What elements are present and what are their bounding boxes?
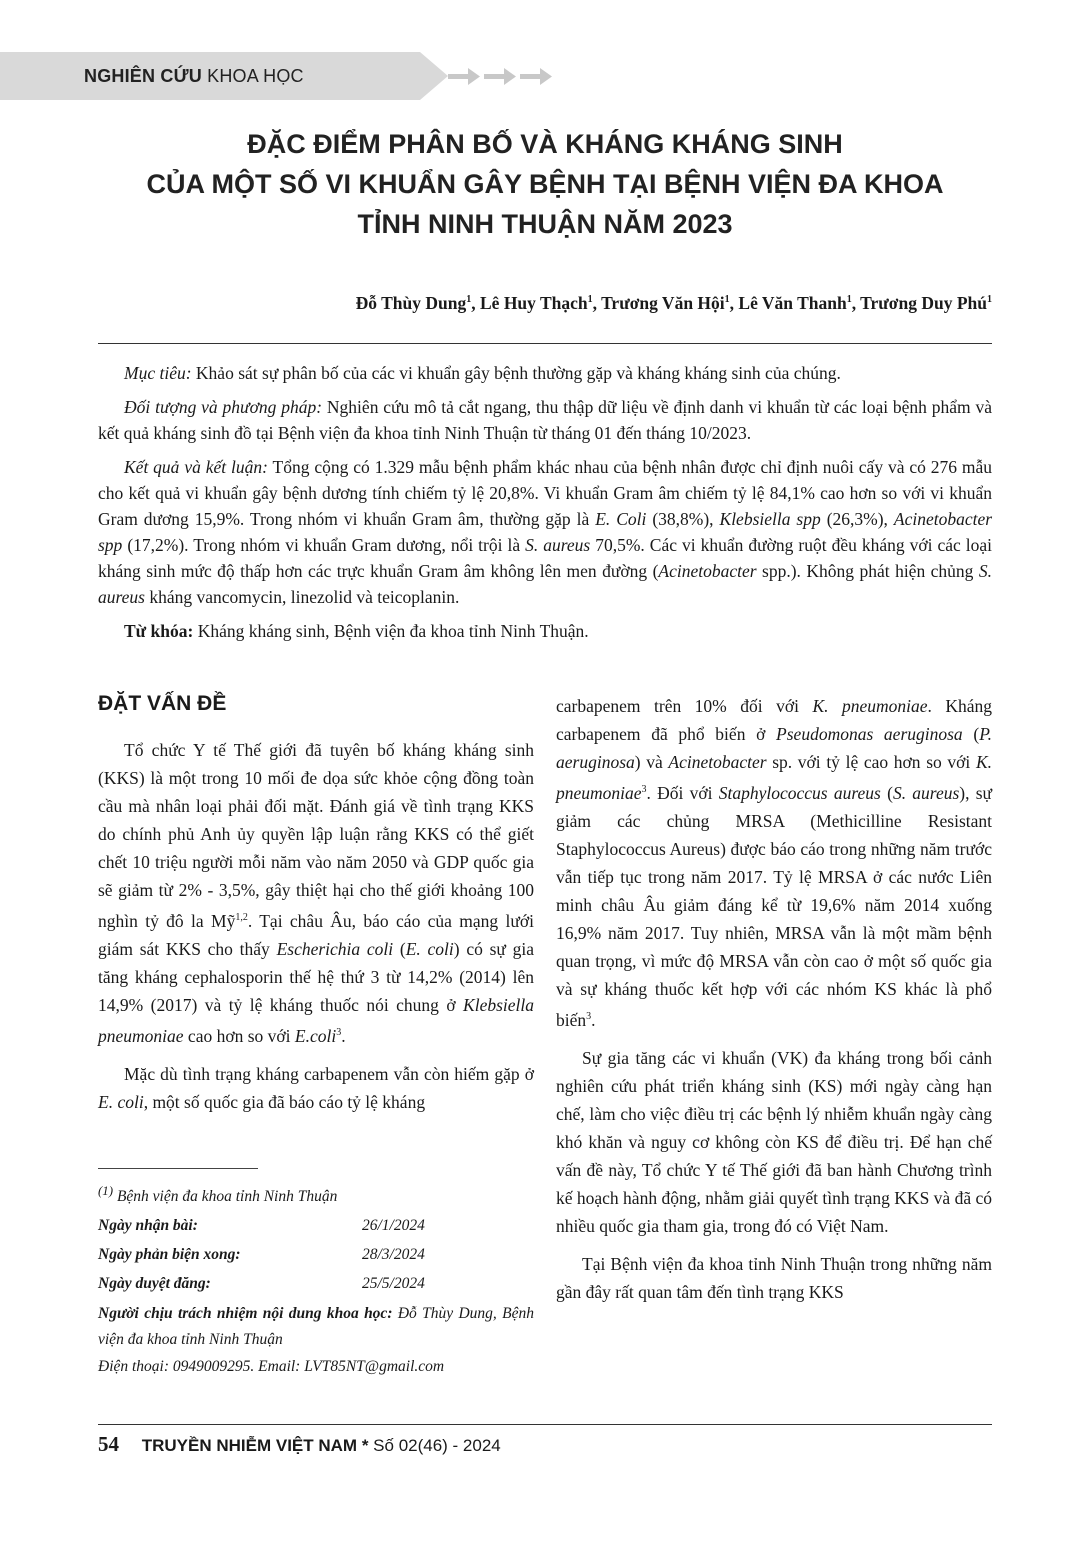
species-name: Acinetobacter: [658, 561, 757, 581]
author-affiliation: 1: [466, 294, 472, 306]
body-text: sp. với tỷ lệ cao hơn so với: [772, 752, 971, 772]
species-name: S. aureus: [525, 535, 591, 555]
abstract-objective: [98, 360, 992, 386]
responsible-label: Người chịu trách nhiệm nội dung khoa học:: [98, 1305, 393, 1323]
reviewed-value: 28/3/2024: [362, 1246, 425, 1264]
title-line-2: CỦA MỘT SỐ VI KHUẨN GÂY BỆNH TẠI BỆNH VIỆN ĐA KHOA: [146, 169, 944, 199]
issue-number: Số 02(46) - 2024: [373, 1436, 501, 1455]
body-paragraph: Tại Bệnh viện đa khoa tỉnh Ninh Thuận trong những năm gần đây rất quan tâm đến tình trạng KKS: [556, 1253, 992, 1302]
abstract-top-rule: [98, 343, 992, 344]
results-text: kháng vancomycin, linezolid và teicoplanin.: [149, 587, 460, 607]
results-text: (17,2%). Trong nhóm vi khuẩn Gram dương, nổi trội là: [127, 535, 521, 555]
author-name: Trương Duy Phú: [860, 293, 987, 313]
body-text: (: [399, 938, 406, 959]
keywords-label: Từ khóa:: [124, 621, 194, 641]
citation-ref: 3: [641, 784, 647, 795]
species-name: S. aureus: [892, 782, 960, 803]
author-name: Trương Văn Hội: [601, 293, 725, 313]
species-name: P. aeruginosa: [556, 724, 992, 772]
species-name: Escherichia coli: [276, 938, 394, 959]
footer-rule: [98, 1424, 992, 1425]
species-name: S. aureus: [98, 561, 993, 607]
affiliation-mark: (1): [98, 1183, 114, 1198]
results-label: Kết quả và kết luận:: [124, 457, 268, 477]
triple-arrow-icon: [448, 64, 558, 88]
species-name: Staphylococcus aureus: [718, 782, 881, 803]
title-line-3: TỈNH NINH THUẬN NĂM 2023: [357, 209, 733, 239]
results-text: Tổng cộng có 1.329 mẫu bệnh phẩm khác nhau của bệnh nhân được chỉ định nuôi cấy và có 276 mẫu cho kết quả vi khuẩn gây bệnh dương tính chiếm tỷ lệ 20,8%. Vi khuẩn Gram âm chiếm tỷ lệ 84,1% cao hơn so với vi khuẩn Gram dương 15,9%. Trong nhóm vi khuẩn Gram âm, thường gặp là: [98, 457, 993, 529]
species-name: Pseudomonas aeruginosa: [776, 724, 963, 744]
objective-text: Khảo sát sự phân bố của các vi khuẩn gây bệnh thường gặp và kháng kháng sinh của chúng.: [195, 363, 841, 383]
keywords-text: Kháng kháng sinh, Bệnh viện đa khoa tỉnh Ninh Thuận.: [197, 621, 589, 641]
species-name: E. coli: [405, 938, 454, 959]
footnote-received: [98, 1211, 534, 1240]
title-line-1: ĐẶC ĐIỂM PHÂN BỐ VÀ KHÁNG KHÁNG SINH: [247, 129, 843, 159]
results-text: (26,3%),: [826, 509, 888, 529]
reviewed-label: Ngày phản biện xong:: [98, 1246, 241, 1264]
species-name: Klebsiella pneumoniae: [98, 994, 534, 1046]
body-text: , một số quốc gia đã báo cáo tỷ lệ kháng: [143, 1091, 426, 1112]
footnote-rule: [98, 1168, 258, 1169]
body-text: (: [973, 724, 980, 744]
body-text: cao hơn so với: [187, 1025, 291, 1046]
citation-ref: 3: [336, 1026, 342, 1038]
accepted-label: Ngày duyệt đăng:: [98, 1275, 211, 1293]
body-text: . Đối với: [646, 782, 713, 803]
body-paragraph: [556, 692, 992, 1034]
page-footer: [98, 1432, 501, 1457]
section-label-rest: KHOA HỌC: [207, 66, 304, 86]
body-paragraph: [98, 736, 534, 1050]
author-name: Lê Huy Thạch: [480, 293, 588, 313]
author-name: Lê Văn Thanh: [738, 293, 847, 313]
author-list: Đỗ Thùy Dung$^1$, Lê Huy Thạch$^1$, Trương Văn Hội$^1$, Lê Văn Thanh$^1$, Trương Duy Phú$^1$: [355, 293, 992, 313]
footnote-affiliation: [98, 1176, 534, 1211]
body-text: carbapenem trên 10% đối với: [556, 696, 799, 716]
objective-label: Mục tiêu:: [124, 363, 192, 383]
journal-name: TRUYỀN NHIỄM VIỆT NAM: [141, 1436, 358, 1455]
methods-text: Nghiên cứu mô tả cắt ngang, thu thập dữ liệu về định danh vi khuẩn từ các loại bệnh phẩm và kết quả kháng sinh đồ tại Bệnh viện đa khoa tỉnh Ninh Thuận từ tháng 01 đến tháng 10/2023.: [98, 397, 992, 443]
citation-ref: 3: [586, 1010, 592, 1022]
results-text: (38,8%),: [652, 509, 714, 529]
body-text: . Tại châu Âu, báo cáo của mạng lưới giám sát KKS cho thấy: [98, 910, 534, 959]
author-affiliation: 1: [587, 294, 593, 306]
received-label: Ngày nhận bài:: [98, 1217, 198, 1235]
abstract: [98, 360, 992, 652]
author-affiliation: 1: [724, 294, 730, 306]
right-column: [556, 692, 992, 1316]
section-heading: ĐẶT VẤN ĐỀ: [98, 692, 227, 715]
author-affiliation: 1: [846, 294, 852, 306]
abstract-keywords: [98, 618, 992, 644]
footnote-accepted: [98, 1269, 534, 1298]
species-name: Acinetobacter spp: [98, 509, 993, 555]
body-text: Mặc dù tình trạng kháng carbapenem vẫn còn hiếm gặp ở: [124, 1063, 534, 1084]
author-name: Đỗ Thùy Dung: [355, 293, 467, 313]
methods-label: Đối tượng và phương pháp:: [124, 397, 323, 417]
species-name: K. pneumoniae: [812, 696, 928, 716]
footnote-reviewed: [98, 1240, 534, 1269]
received-value: 26/1/2024: [362, 1217, 425, 1235]
accepted-value: 25/5/2024: [362, 1275, 425, 1293]
body-text: . Kháng carbapenem đã phổ biến ở: [556, 696, 993, 744]
species-name: E.coli: [294, 1025, 337, 1046]
section-label-bold: NGHIÊN CỨU: [84, 66, 202, 86]
abstract-methods: [98, 394, 992, 446]
body-text: ), sự giảm các chủng MRSA (Methicilline Resistant Staphylococcus Aureus) được báo cáo trong những năm trước vẫn tiếp tục trong năm 2017. Tỷ lệ MRSA ở các nước Liên minh châu Âu giảm đáng kể từ 19,6% năm 2014 xuống 16,9% năm 2017. Tuy nhiên, MRSA vẫn là một mầm bệnh quan trọng, vì mức độ MRSA vẫn còn cao ở một số quốc gia và sự kháng thuốc kết hợp với các nhóm KS khác là phổ biến: [556, 782, 993, 1030]
body-text: (: [887, 782, 893, 803]
left-column: [98, 736, 534, 1126]
results-text: spp.). Không phát hiện chủng: [762, 561, 974, 581]
body-paragraph: [98, 1060, 534, 1116]
species-name: Acinetobacter: [668, 752, 767, 772]
page-number: 54: [98, 1432, 119, 1456]
body-text: Tổ chức Y tế Thế giới đã tuyên bố kháng kháng sinh (KKS) là một trong 10 mối đe dọa sức khỏe cộng đồng toàn cầu mà nhân loại phải đối mặt. Đánh giá về tình trạng KKS do chính phủ Anh ủy quyền lập luận rằng KKS có thể giết chết 10 triệu người mỗi năm vào năm 2050 và GDP quốc gia sẽ giảm từ 2% - 3,5%, gây thiệt hại cho thế giới khoảng 100 nghìn tỷ đô la Mỹ: [98, 740, 534, 931]
body-paragraph: Sự gia tăng các vi khuẩn (VK) đa kháng trong bối cảnh nghiên cứu phát triển kháng sinh (KS) mới ngày càng hạn chế, làm cho việc điều trị các bệnh lý nhiễm khuẩn ngày càng khó khăn và nguy cơ không còn KS để điều trị. Để hạn chế vấn đề này, Tổ chức Y tế Thế giới đã ban hành Chương trình kế hoạch hành động, nhằm giải quyết tình trạng KKS và đã có nhiều quốc gia tham gia, trong đó có Việt Nam.: [556, 1047, 992, 1236]
author-affiliation: 1: [987, 294, 992, 306]
citation-ref: 1,2: [235, 912, 248, 923]
results-text: 70,5%. Các vi khuẩn đường ruột đều kháng với các loại kháng sinh mức độ thấp hơn các trực khuẩn Gram âm không lên men đường (: [98, 535, 993, 581]
abstract-results: [98, 454, 992, 610]
responsible-text: Đỗ Thùy Dung, Bệnh viện đa khoa tỉnh Ninh Thuận: [98, 1305, 534, 1349]
body-text: ) có sự gia tăng kháng cephalosporin thế hệ thứ 3 từ 14,2% (2014) lên 14,9% (2017) và tỷ lệ kháng thuốc nói chung ở: [98, 938, 535, 1015]
body-text: ) và: [634, 752, 663, 772]
body-text: .: [591, 1009, 596, 1030]
species-name: Klebsiella spp: [719, 509, 821, 529]
footnote: [98, 1176, 534, 1381]
footer-separator: *: [361, 1436, 369, 1455]
article-title: [60, 124, 1030, 244]
species-name: E. coli: [98, 1091, 144, 1112]
section-label: [84, 66, 304, 87]
footnote-contact: Điện thoại: 0949009295. Email: LVT85NT@gmail.com: [98, 1358, 445, 1376]
footnote-responsible: [98, 1301, 534, 1353]
affiliation-text: Bệnh viện đa khoa tỉnh Ninh Thuận: [116, 1188, 338, 1206]
species-name: E. Coli: [595, 509, 647, 529]
body-text: .: [341, 1025, 346, 1046]
species-name: K. pneumoniae: [556, 752, 992, 803]
